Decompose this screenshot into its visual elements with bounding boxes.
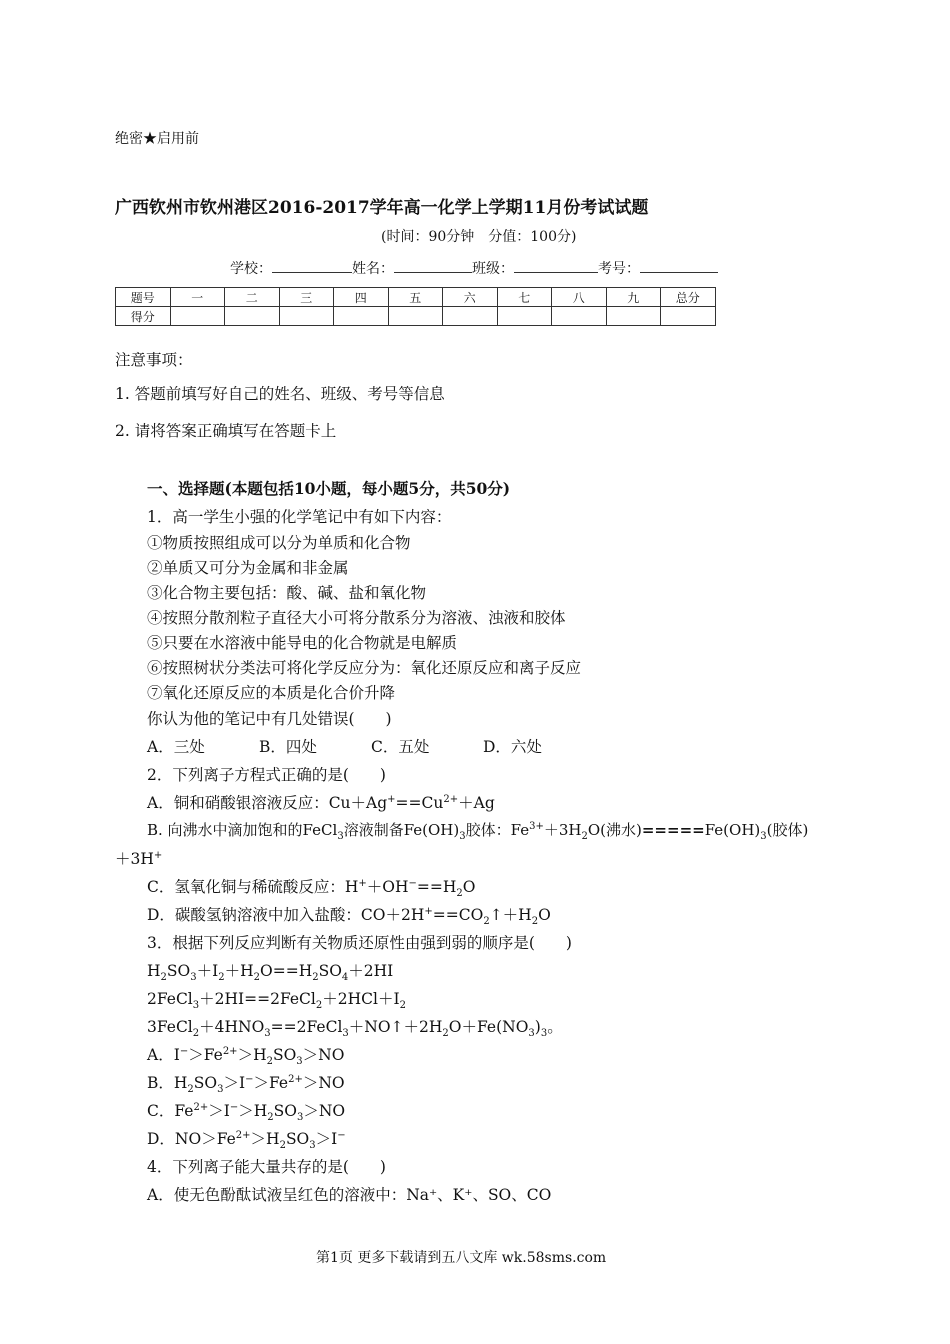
option-d[interactable]: D．$NO>Fe^{2+}>H_2SO_3>I^-$ <box>147 1129 346 1152</box>
table-cell: 四 <box>334 288 389 307</box>
table-cell: 题号 <box>116 288 171 307</box>
list-item: ⑥按照树状分类法可将化学反应分为：氧化还原反应和离子反应 <box>147 659 582 677</box>
list-item: ④按照分散剂粒子直径大小可将分散系分为溶液、浊液和胶体 <box>147 609 566 627</box>
option-text: B. 向沸水中滴加饱和的FeCl <box>147 821 338 839</box>
school-label: 学校： <box>230 261 272 277</box>
option-b[interactable]: B．四处 <box>259 738 317 756</box>
list-item: ②单质又可分为金属和非金属 <box>147 559 349 577</box>
list-item: ⑦氧化还原反应的本质是化合价升降 <box>147 684 396 702</box>
table-cell: 九 <box>606 288 661 307</box>
score-cell[interactable] <box>552 307 607 326</box>
option-b[interactable]: B．$H_2SO_3>I^->Fe^{2+}>NO$ <box>147 1073 345 1096</box>
option-text: ＋3H <box>115 850 154 868</box>
question-stem: 2．下列离子方程式正确的是( ) <box>147 766 386 784</box>
score-cell[interactable] <box>279 307 334 326</box>
equation: $2FeCl_3+2HI==2FeCl_2+2HCl+I_2$ <box>147 990 406 1012</box>
score-table <box>115 287 716 326</box>
name-label: 姓名： <box>352 261 394 277</box>
question-stem: 1．高一学生小强的化学笔记中有如下内容： <box>147 508 452 526</box>
table-cell: 三 <box>279 288 334 307</box>
option-a[interactable]: A．$I^->Fe^{2+}>H_2SO_3>NO$ <box>147 1045 345 1068</box>
exam-subtitle: (时间：90分钟 分值：100分) <box>381 229 577 245</box>
option-d[interactable]: D．六处 <box>483 738 542 756</box>
exam-no-field[interactable] <box>640 258 718 273</box>
option-c[interactable]: C．氢氧化铜与稀硫酸反应：$H^++OH^-==H_2O$ <box>147 877 476 900</box>
notice-heading: 注意事项： <box>115 351 193 369</box>
question-stem: 4．下列离子能大量共存的是( ) <box>147 1158 386 1176</box>
score-cell[interactable] <box>170 307 225 326</box>
option-b[interactable]: B. 向沸水中滴加饱和的FeCl$_3$溶液制备$Fe(OH)_3$胶体：$Fe^{3+}+3H_2O$(沸水)$=====Fe(OH)_3$(胶体) <box>147 821 809 842</box>
question-ask: 你认为他的笔记中有几处错误( ) <box>147 710 392 728</box>
option-b-continued: ＋3H+ <box>115 849 163 868</box>
options-row <box>147 735 542 757</box>
score-table-header-row <box>116 288 716 307</box>
option-a[interactable]: A．铜和硝酸银溶液反应：$Cu+Ag^+==Cu^{2+}+Ag$ <box>147 793 495 812</box>
notice-item: 2. 请将答案正确填写在答题卡上 <box>115 422 337 440</box>
equation: $3FeCl_2+4HNO_3==2FeCl_3+NO↑+2H_2O+Fe(NO_3)_3$。 <box>147 1018 563 1040</box>
class-label: 班级： <box>472 261 514 277</box>
section-heading: 一、选择题(本题包括10小题，每小题5分，共50分) <box>147 479 511 498</box>
score-cell[interactable] <box>606 307 661 326</box>
name-field[interactable] <box>394 258 472 273</box>
table-cell: 六 <box>443 288 498 307</box>
notice-item: 1. 答题前填写好自己的姓名、班级、考号等信息 <box>115 385 445 403</box>
score-table-score-row <box>116 307 716 326</box>
question-stem: 3．根据下列反应判断有关物质还原性由强到弱的顺序是( ) <box>147 934 572 952</box>
option-d[interactable]: D．碳酸氢钠溶液中加入盐酸：$CO+2H^+==CO_2↑+H_2O$ <box>147 905 551 928</box>
score-cell[interactable] <box>225 307 280 326</box>
option-a[interactable]: A．三处 <box>147 738 205 756</box>
option-text: D．碳酸氢钠溶液中加入盐酸：CO＋2H <box>147 906 425 924</box>
score-cell[interactable] <box>388 307 443 326</box>
equation: $H_2SO_3+I_2+H_2O==H_2SO_4+2HI$ <box>147 962 394 984</box>
score-cell[interactable] <box>661 307 716 326</box>
table-cell: 总分 <box>661 288 716 307</box>
page-title: 广西钦州市钦州港区2016-2017学年高一化学上学期11月份考试试题 <box>115 198 649 218</box>
option-c[interactable]: C．五处 <box>371 738 430 756</box>
table-cell: 一 <box>170 288 225 307</box>
list-item: ③化合物主要包括：酸、碱、盐和氧化物 <box>147 584 427 602</box>
secret-label: 绝密★启用前 <box>115 131 199 147</box>
list-item: ⑤只要在水溶液中能导电的化合物就是电解质 <box>147 634 458 652</box>
info-line <box>230 258 718 278</box>
exam-no-label: 考号： <box>598 261 640 277</box>
table-cell: 八 <box>552 288 607 307</box>
table-cell: 五 <box>388 288 443 307</box>
option-text: C．氢氧化铜与稀硫酸反应：H <box>147 878 359 896</box>
option-a[interactable]: A．使无色酚酞试液呈红色的溶液中：Na⁺、K⁺、SO、CO <box>147 1186 552 1204</box>
score-cell[interactable] <box>334 307 389 326</box>
list-item: ①物质按照组成可以分为单质和化合物 <box>147 534 411 552</box>
score-cell[interactable] <box>443 307 498 326</box>
option-text: A．铜和硝酸银溶液反应：Cu＋Ag <box>147 794 388 812</box>
table-cell: 七 <box>497 288 552 307</box>
school-field[interactable] <box>272 258 352 273</box>
page-footer: 第1页 更多下载请到五八文库 wk.58sms.com <box>316 1250 607 1266</box>
score-cell[interactable] <box>497 307 552 326</box>
class-field[interactable] <box>514 258 598 273</box>
table-cell: 得分 <box>116 307 171 326</box>
option-c[interactable]: C．$Fe^{2+}>I^->H_2SO_3>NO$ <box>147 1101 346 1124</box>
table-cell: 二 <box>225 288 280 307</box>
